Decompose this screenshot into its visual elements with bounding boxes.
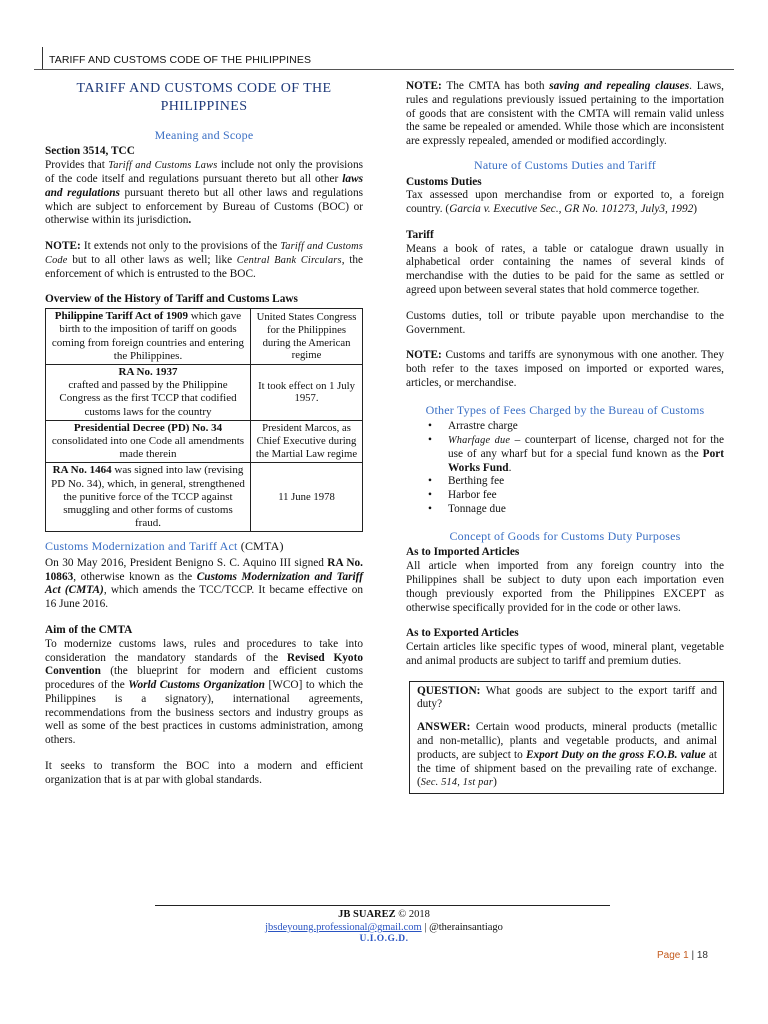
imported-paragraph: All article when imported from any foreign country into the Philippines shall be subject to duty upon each importation even though previously exported from the Philippines EXCEPT as otherwise specifically provided for in the code or other laws.	[406, 560, 724, 614]
meaning-heading: Meaning and Scope	[154, 127, 254, 142]
header-bar	[42, 47, 43, 69]
history-table	[45, 308, 363, 532]
table-row	[46, 463, 363, 532]
section-paragraph: Provides that Tariff and Customs Laws include not only the provisions of the code itself and regulations pursuant thereto but all other laws and regulations pursuant thereto but all other laws and regulations which are subject to enforcement by Bureau of Customs (BOC) or otherwise within its jurisdiction.	[45, 159, 363, 227]
duties-heading: Customs Duties	[406, 175, 482, 188]
table-row	[46, 309, 363, 365]
list-item: • Harbor fee	[428, 489, 724, 503]
right-column	[406, 80, 724, 794]
section-heading: Section 3514, TCC	[45, 145, 135, 158]
page-footer	[0, 908, 768, 946]
overview-heading: Overview of the History of Tariff and Customs Laws	[45, 293, 298, 306]
question-paragraph: QUESTION: What goods are subject to the export tariff and duty?	[417, 684, 717, 711]
customs-paragraph: Customs duties, toll or tribute payable upon merchandise to the Government.	[406, 309, 724, 336]
list-item: • Arrastre charge	[428, 420, 724, 434]
exported-heading: As to Exported Articles	[406, 627, 519, 640]
page-number: Page 1 | 18	[657, 950, 708, 961]
list-item: • Tonnage due	[428, 503, 724, 517]
footer-divider	[155, 905, 610, 906]
history-cell: RA No. 1937 crafted and passed by the Philippine Congress as the first TCCP that codified customs laws for the country	[46, 365, 251, 421]
nature-heading: Nature of Customs Duties and Tariff	[473, 157, 657, 172]
footer-author: JB SUAREZ © 2018	[338, 909, 430, 920]
list-item: • Wharfage due – counterpart of license, charged not for the use of any wharf but for a special fund known as the Port Works Fund.	[428, 434, 724, 475]
imported-heading: As to Imported Articles	[406, 546, 520, 559]
history-cell: Philippine Tariff Act of 1909 which gave birth to the imposition of tariff on goods coming from foreign countries and entering the Philippines.	[46, 309, 251, 365]
synonym-note-paragraph: NOTE: Customs and tariffs are synonymous with one another. They both refer to the taxes imposed on imported or exported wares, articles, or merchandise.	[406, 349, 724, 389]
goods-heading: Concept of Goods for Customs Duty Purposes	[449, 528, 681, 543]
email-link[interactable]: jbsdeyoung.professional@gmail.com	[265, 922, 422, 934]
fees-list	[428, 420, 724, 516]
answer-paragraph: ANSWER: Certain wood products, mineral products (metallic and non-metallic), plants and vegetable products, and animal products, are subject to Export Duty on the gross F.O.B. value at the time of shipment based on the prevailing rate of exchange. (Sec. 514, 1st par)	[417, 721, 717, 789]
aim-heading: Aim of the CMTA	[45, 624, 133, 636]
exported-paragraph: Certain articles like specific types of wood, mineral plant, vegetable and animal products are subject to tariff and premium duties.	[406, 641, 724, 667]
aim-paragraph-2: It seeks to transform the BOC into a modern and efficient organization that is at par with global standards.	[45, 760, 363, 786]
left-column	[45, 80, 363, 788]
history-cell: It took effect on 1 July 1957.	[251, 365, 363, 421]
aim-paragraph: To modernize customs laws, rules and procedures to take into consideration the mandatory standards of the Revised Kyoto Convention (the blueprint for modern and efficient customs procedures of the World Customs Organization [WCO] to which the Philippines is a signatory), international agreements, recommendations from the business sectors and industry groups as well as some of the best practices in customs administration, among others.	[45, 637, 363, 747]
history-cell: President Marcos, as Chief Executive during the Martial Law regime	[251, 420, 363, 463]
history-cell: Presidential Decree (PD) No. 34 consolidated into one Code all amendments made therein	[46, 420, 251, 463]
question-answer-box	[409, 681, 724, 794]
history-cell: RA No. 1464 was signed into law (revising PD No. 34), which, in general, strengthened the punitive force of the TCCP against smuggling and other forms of customs fraud.	[46, 463, 251, 532]
table-row	[46, 365, 363, 421]
history-cell: 11 June 1978	[251, 463, 363, 532]
fees-heading: Other Types of Fees Charged by the Bureau of Customs	[425, 402, 705, 417]
footer-org: U.I.O.G.D.	[359, 934, 409, 945]
duties-paragraph: Tax assessed upon merchandise from or exported to, a foreign country. (Garcia v. Executive Sec., GR No. 101273, July3, 1992)	[406, 189, 724, 216]
page-header	[34, 40, 734, 70]
table-row	[46, 420, 363, 463]
cmta-note-paragraph: NOTE: The CMTA has both saving and repealing clauses. Laws, rules and regulations previously issued pertaining to the importation of goods that are consistent with the CMTA will remain valid unless the same be repealed or amended. While those which are inconsistent are expressly repealed, amended or modified accordingly.	[406, 80, 724, 148]
tariff-paragraph: Means a book of rates, a table or catalogue drawn usually in alphabetical order containing the names of several kinds of merchandise with the duties to be paid for the same as settled or agreed upon between several states that hold commerce together.	[406, 242, 724, 296]
history-cell: United States Congress for the Philippines during the American regime	[251, 309, 363, 365]
list-item: • Berthing fee	[428, 475, 724, 489]
document-title: TARIFF AND CUSTOMS CODE OF THE PHILIPPINES	[76, 81, 332, 114]
header-title: TARIFF AND CUSTOMS CODE OF THE PHILIPPINES	[49, 54, 312, 66]
cmta-heading: Customs Modernization and Tariff Act (CMTA)	[45, 539, 284, 554]
cmta-paragraph: On 30 May 2016, President Benigno S. C. Aquino III signed RA No. 10863, otherwise known as the Customs Modernization and Tariff Act (CMTA), which amends the TCC/TCCP. It became effective on 16 June 2016.	[45, 556, 364, 611]
tariff-heading: Tariff	[406, 228, 434, 241]
note-paragraph: NOTE: It extends not only to the provisions of the Tariff and Customs Code but to all other laws as well; like Central Bank Circulars, the enforcement of which is entrusted to the BOC.	[45, 240, 363, 280]
footer-contact: jbsdeyoung.professional@gmail.com | @therainsantiago	[265, 922, 503, 934]
